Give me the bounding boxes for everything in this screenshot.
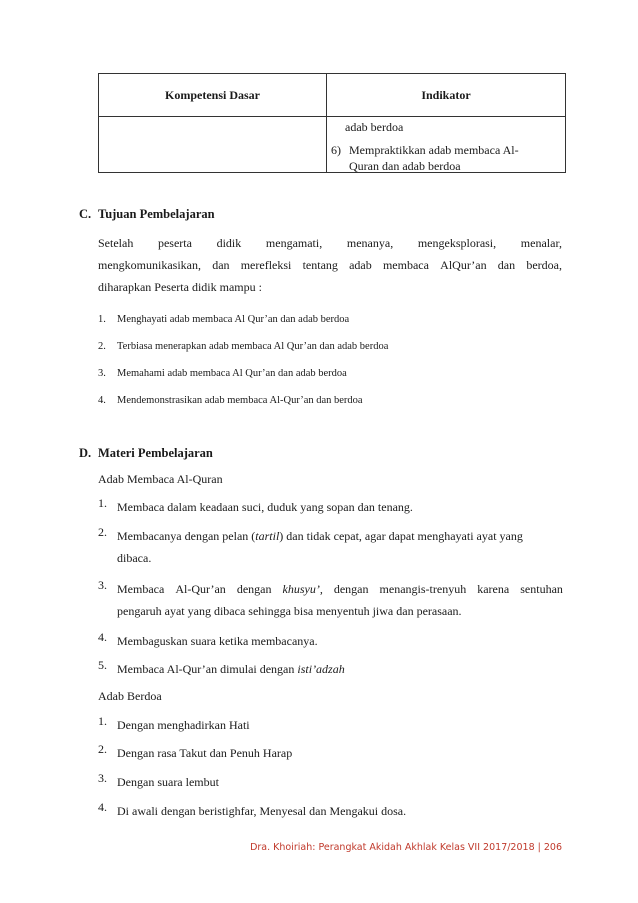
word: dan	[497, 258, 516, 272]
text-part: Membaca Al-Qur’an dimulai dengan	[117, 662, 298, 676]
indikator-item-line2: Quran dan adab berdoa	[349, 159, 461, 173]
word: merefleksi	[240, 258, 292, 272]
section-letter: D.	[79, 446, 92, 460]
list-item-number: 4.	[98, 800, 107, 814]
word: dengan	[333, 582, 369, 596]
kd-indikator-table	[98, 73, 566, 173]
list-item-number: 3.	[98, 578, 107, 592]
list-item-text	[117, 658, 563, 680]
list-item-number: 3.	[98, 771, 107, 785]
subheading-adab-membaca: Adab Membaca Al-Quran	[98, 472, 223, 486]
section-letter: C.	[79, 207, 92, 221]
section-c-paragraph	[98, 232, 562, 298]
page-footer: Dra. Khoiriah: Perangkat Akidah Akhlak Kelas VII 2017/2018 | 206	[250, 842, 562, 853]
word: Membaca	[117, 582, 165, 596]
list-item-text: Membaca dalam keadaan suci, duduk yang sopan dan tenang.	[117, 500, 413, 514]
paragraph-line-3: diharapkan Peserta didik mampu :	[98, 280, 262, 294]
word: adab	[349, 258, 372, 272]
list-item-number: 3.	[98, 368, 106, 379]
list-item-text: Membaguskan suara ketika membacanya.	[117, 634, 318, 648]
list-item-number: 1.	[98, 496, 107, 510]
list-item-text	[117, 525, 563, 569]
word: dengan	[236, 582, 272, 596]
list-item-number: 5.	[98, 658, 107, 672]
list-item-line1	[117, 525, 563, 547]
word: menalar,	[520, 236, 562, 250]
list-item-text: Dengan suara lembut	[117, 775, 219, 789]
list-item-text: Dengan rasa Takut dan Penuh Harap	[117, 746, 293, 760]
word: AlQur’an	[440, 258, 487, 272]
table-cell-kompetensi-empty	[99, 117, 327, 173]
word: mengamati,	[265, 236, 323, 250]
word: peserta	[157, 236, 192, 250]
list-item-text: Memahami adab membaca Al Qur’an dan adab berdoa	[117, 368, 347, 379]
list-item-number: 1.	[98, 714, 107, 728]
section-title: Tujuan Pembelajaran	[98, 207, 215, 221]
list-item-number: 4.	[98, 630, 107, 644]
word: membaca	[382, 258, 429, 272]
list-item-text: Dengan menghadirkan Hati	[117, 718, 250, 732]
paragraph-line-2	[98, 254, 562, 276]
text-italic: isti’adzah	[297, 662, 345, 676]
word-italic: khusyu’,	[282, 582, 323, 596]
indikator-item-text	[349, 142, 554, 174]
word: Setelah	[98, 236, 134, 250]
list-item-text: Terbiasa menerapkan adab membaca Al Qur’an dan adab berdoa	[117, 341, 389, 352]
subheading-adab-berdoa: Adab Berdoa	[98, 689, 162, 703]
indikator-continued-text: adab berdoa	[345, 120, 404, 134]
list-item-text	[117, 578, 563, 622]
list-item-text: Mendemonstrasikan adab membaca Al-Qur’an dan berdoa	[117, 395, 363, 406]
word: karena	[477, 582, 510, 596]
list-item-text: Di awali dengan beristighfar, Menyesal dan Mengakui dosa.	[117, 804, 407, 818]
word: berdoa,	[526, 258, 562, 272]
list-item-number: 2.	[98, 525, 107, 539]
list-item-line2: pengaruh ayat yang dibaca sehingga bisa menyentuh jiwa dan perasaan.	[117, 604, 462, 618]
table-header-kompetensi: Kompetensi Dasar	[99, 74, 327, 117]
text-italic: tartil	[255, 529, 280, 543]
word: sentuhan	[520, 582, 563, 596]
list-item-number: 1.	[98, 314, 106, 325]
table-cell-indikator	[327, 117, 566, 173]
indikator-item-number: 6)	[331, 143, 341, 157]
indikator-item-line1: Mempraktikkan adab membaca Al-	[349, 143, 519, 157]
paragraph-line-1	[98, 232, 562, 254]
word: Al-Qur’an	[175, 582, 226, 596]
word: mengkomunikasikan,	[98, 258, 201, 272]
word: menanya,	[346, 236, 394, 250]
word: menangis-trenyuh	[379, 582, 467, 596]
list-item-number: 2.	[98, 742, 107, 756]
list-item-number: 4.	[98, 395, 106, 406]
list-item-text: Menghayati adab membaca Al Qur’an dan adab berdoa	[117, 314, 350, 325]
list-item-line1	[117, 578, 563, 600]
section-title: Materi Pembelajaran	[98, 446, 213, 460]
word: tentang	[302, 258, 338, 272]
text-part: ) dan tidak cepat, agar dapat menghayati ayat yang	[279, 529, 523, 543]
word: didik	[216, 236, 242, 250]
word: dan	[212, 258, 230, 272]
text-part: Membacanya dengan pelan (	[117, 529, 256, 543]
list-item-line2: dibaca.	[117, 551, 152, 565]
table-header-indikator: Indikator	[327, 74, 566, 117]
word: mengeksplorasi,	[417, 236, 497, 250]
list-item-number: 2.	[98, 341, 106, 352]
